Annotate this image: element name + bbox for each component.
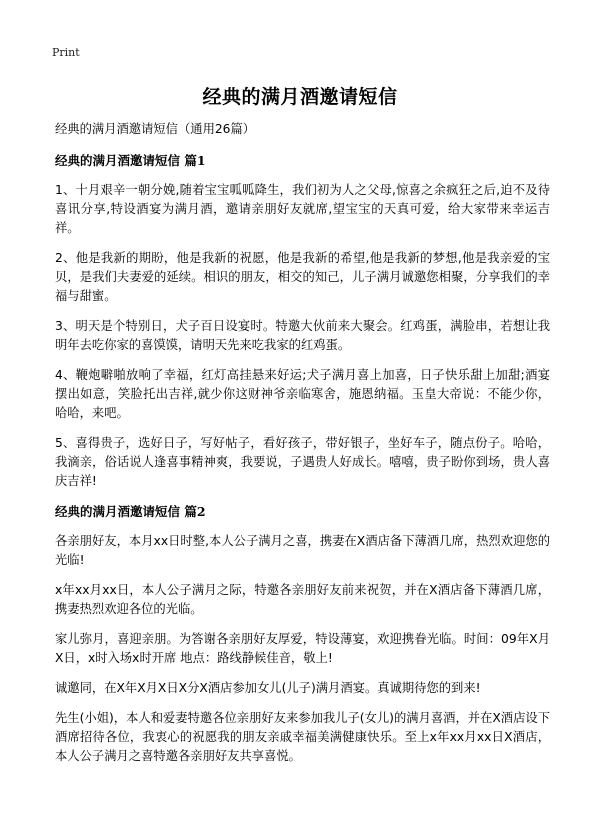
- paragraph: 诚邀同，在X年X月X日X分X酒店参加女儿(儿子)满月酒宴。真诚期待您的到来!: [55, 681, 481, 695]
- paragraph: 3、明天是个特别日，犬子百日设宴时。特邀大伙前来大聚会。红鸡蛋，满脸串，若想让我明年去吃你家的喜馍馍，请明天先来吃我家的红鸡蛋。: [55, 319, 550, 352]
- section-1: [55, 152, 550, 491]
- section-2: [55, 503, 550, 766]
- paragraph: 4、鞭炮噼啪放响了幸福，红灯高挂悬来好运;犬子满月喜上加喜，日子快乐甜上加甜;酒宴摆出如意，笑脸托出吉祥,就少你这财神爷亲临寒舍，施恩纳福。玉皇大帝说：不能少你，哈哈，来吧。: [55, 368, 550, 420]
- paragraph: 5、喜得贵子，选好日子，写好帖子，看好孩子，带好银子，坐好车子，随点份子。哈哈，我滴亲，俗话说人逢喜事精神爽，我要说，子遇贵人好成长。嘻嘻，贵子盼你到场，贵人喜庆吉祥!: [55, 436, 550, 488]
- paragraph: 1、十月艰辛一朝分娩,随着宝宝呱呱降生，我们初为人之父母,惊喜之余疯狂之后,迫不及待喜讯分享,特设酒宴为满月酒，邀请亲朋好友就席,望宝宝的天真可爱，给大家带来幸运吉祥。: [55, 183, 550, 235]
- paragraph: 家儿弥月，喜迎亲朋。为答谢各亲朋好友厚爱，特设薄宴，欢迎携眷光临。时间：09年X月X日，x时入场x时开席 地点：路线静候佳音，敬上!: [55, 632, 550, 665]
- section-heading: 经典的满月酒邀请短信 篇1: [55, 153, 206, 168]
- page-title: 经典的满月酒邀请短信: [202, 86, 398, 108]
- paragraph: 各亲朋好友，本月xx日时整,本人公子满月之喜，携妻在X酒店备下薄酒几席，热烈欢迎您的光临!: [55, 534, 550, 567]
- paragraph: 2、他是我新的期盼，他是我新的祝愿，他是我新的希望,他是我新的梦想,他是我亲爱的宝贝，是我们夫妻爱的延续。相识的朋友，相交的知己，儿子满月诚邀您相聚，分享我们的幸福与甜蜜。: [55, 251, 550, 303]
- section-heading: 经典的满月酒邀请短信 篇2: [55, 504, 206, 519]
- paragraph: x年xx月xx日，本人公子满月之际，特邀各亲朋好友前来祝贺，并在X酒店备下薄酒几席，携妻热烈欢迎各位的光临。: [55, 583, 550, 616]
- paragraph: 先生(小姐)，本人和爱妻特邀各位亲朋好友来参加我儿子(女儿)的满月喜酒，并在X酒店设下酒席招待各位，我衷心的祝愿我的朋友亲戚幸福美满健康快乐。至上x年xx月xx日X酒店，本人公子满月之喜特邀各亲朋好友共享喜悦。: [55, 711, 550, 763]
- print-link[interactable]: Print: [52, 46, 80, 59]
- article-subtitle: 经典的满月酒邀请短信（通用26篇）: [55, 122, 256, 136]
- article-body: [55, 120, 550, 777]
